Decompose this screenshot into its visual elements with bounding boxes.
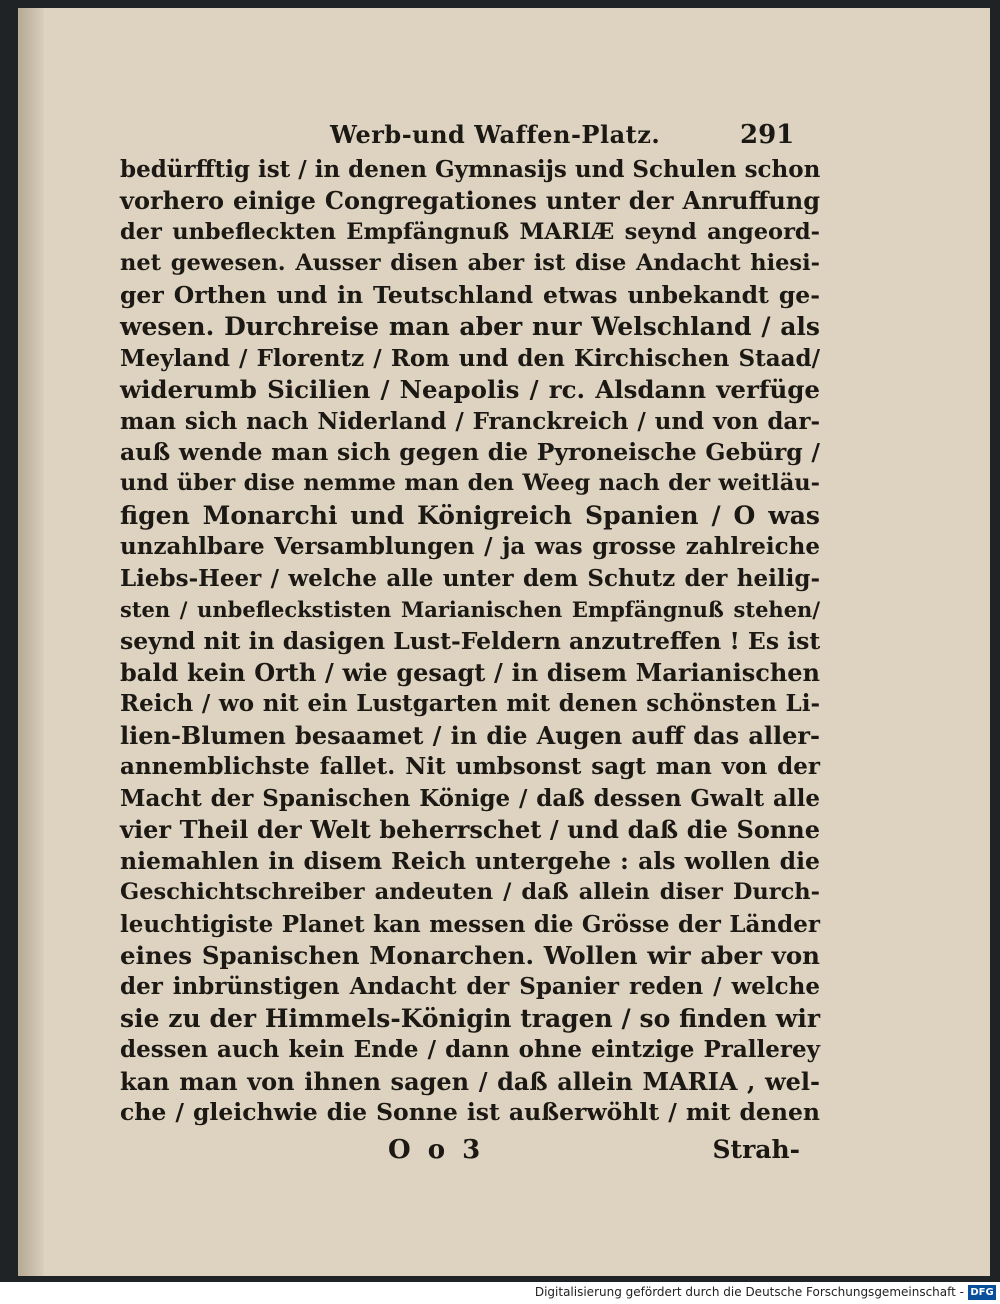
dfg-logo: DFG [968, 1285, 996, 1300]
signature-mark: O o 3 [388, 1134, 485, 1165]
body-text [120, 154, 820, 1129]
running-head [120, 118, 820, 154]
text-line: che / gleichwie die Sonne ist außerwöhlt / mit denen [120, 1098, 820, 1127]
text-line: man sich nach Niderland / Franckreich / und von dar- [120, 407, 820, 435]
text-line: der inbrünstigen Andacht der Spanier reden / welche [120, 973, 820, 1001]
text-line: leuchtigiste Planet kan messen die Grösse der Länder [120, 910, 820, 938]
text-line: Liebs-Heer / welche alle unter dem Schutz der heilig- [120, 564, 820, 592]
text-line: und über dise nemme man den Weeg nach der weitläu- [120, 470, 820, 497]
credit-bar [0, 1282, 1000, 1304]
text-line: widerumb Sicilien / Neapolis / rc. Alsdann verfüge [120, 375, 820, 405]
text-line: eines Spanischen Monarchen. Wollen wir aber von [120, 940, 820, 970]
credit-text: Digitalisierung gefördert durch die Deutsche Forschungsgemeinschaft - [534, 1285, 964, 1299]
catchword: Strah- [712, 1134, 800, 1164]
text-line: figen Monarchi und Königreich Spanien / O was [120, 500, 820, 530]
text-line: unzahlbare Versamblungen / ja was grosse zahlreiche [120, 533, 820, 561]
text-line: ger Orthen und in Teutschland etwas unbekandt ge- [120, 280, 820, 309]
text-line: sie zu der Himmels-Königin tragen / so finden wir [120, 1003, 820, 1033]
page-gutter [20, 8, 44, 1276]
text-line: Reich / wo nit ein Lustgarten mit denen schönsten Li- [120, 690, 820, 718]
running-title: Werb-und Waffen-Platz. [330, 120, 661, 149]
text-line: Meyland / Florentz / Rom und den Kirchischen Staad/ [120, 344, 820, 372]
text-line: wesen. Durchreise man aber nur Welschland / als [120, 312, 820, 342]
book-page [18, 8, 990, 1276]
text-line: Geschichtschreiber andeuten / daß allein diser Durch- [120, 879, 820, 906]
text-line: vier Theil der Welt beherrschet / und daß die Sonne [120, 815, 820, 845]
text-line: vorhero einige Congregationes unter der Anruffung [120, 186, 820, 216]
text-line: auß wende man sich gegen die Pyroneische Gebürg / [120, 437, 820, 466]
text-line: seynd nit in dasigen Lust-Feldern anzutreffen ! Es ist [120, 626, 821, 655]
text-line: kan man von ihnen sagen / daß allein MARIA , wel- [120, 1066, 820, 1096]
page-footer [120, 1133, 820, 1173]
text-line: bedürfftig ist / in denen Gymnasijs und Schulen schon [120, 156, 821, 183]
text-line: annemblichste fallet. Nit umbsonst sagt man von der [120, 753, 820, 781]
text-line: bald kein Orth / wie gesagt / in disem Marianischen [120, 658, 820, 687]
page-number: 291 [740, 120, 795, 150]
text-block [120, 118, 820, 1173]
text-line: lien-Blumen besaamet / in die Augen auff das aller- [120, 720, 820, 750]
text-line: niemahlen in disem Reich untergehe : als wollen die [120, 846, 820, 875]
text-line: net gewesen. Ausser disen aber ist dise Andacht hiesi- [120, 250, 820, 277]
text-line: der unbefleckten Empfängnuß MARIÆ seynd angeord- [120, 218, 820, 245]
text-line: dessen auch kein Ende / dann ohne eintzige Prallerey [120, 1036, 820, 1064]
text-line: Macht der Spanischen Könige / daß dessen Gwalt alle [120, 784, 820, 812]
text-line: sten / unbefleckstisten Marianischen Empfängnuß stehen/ [120, 597, 820, 623]
